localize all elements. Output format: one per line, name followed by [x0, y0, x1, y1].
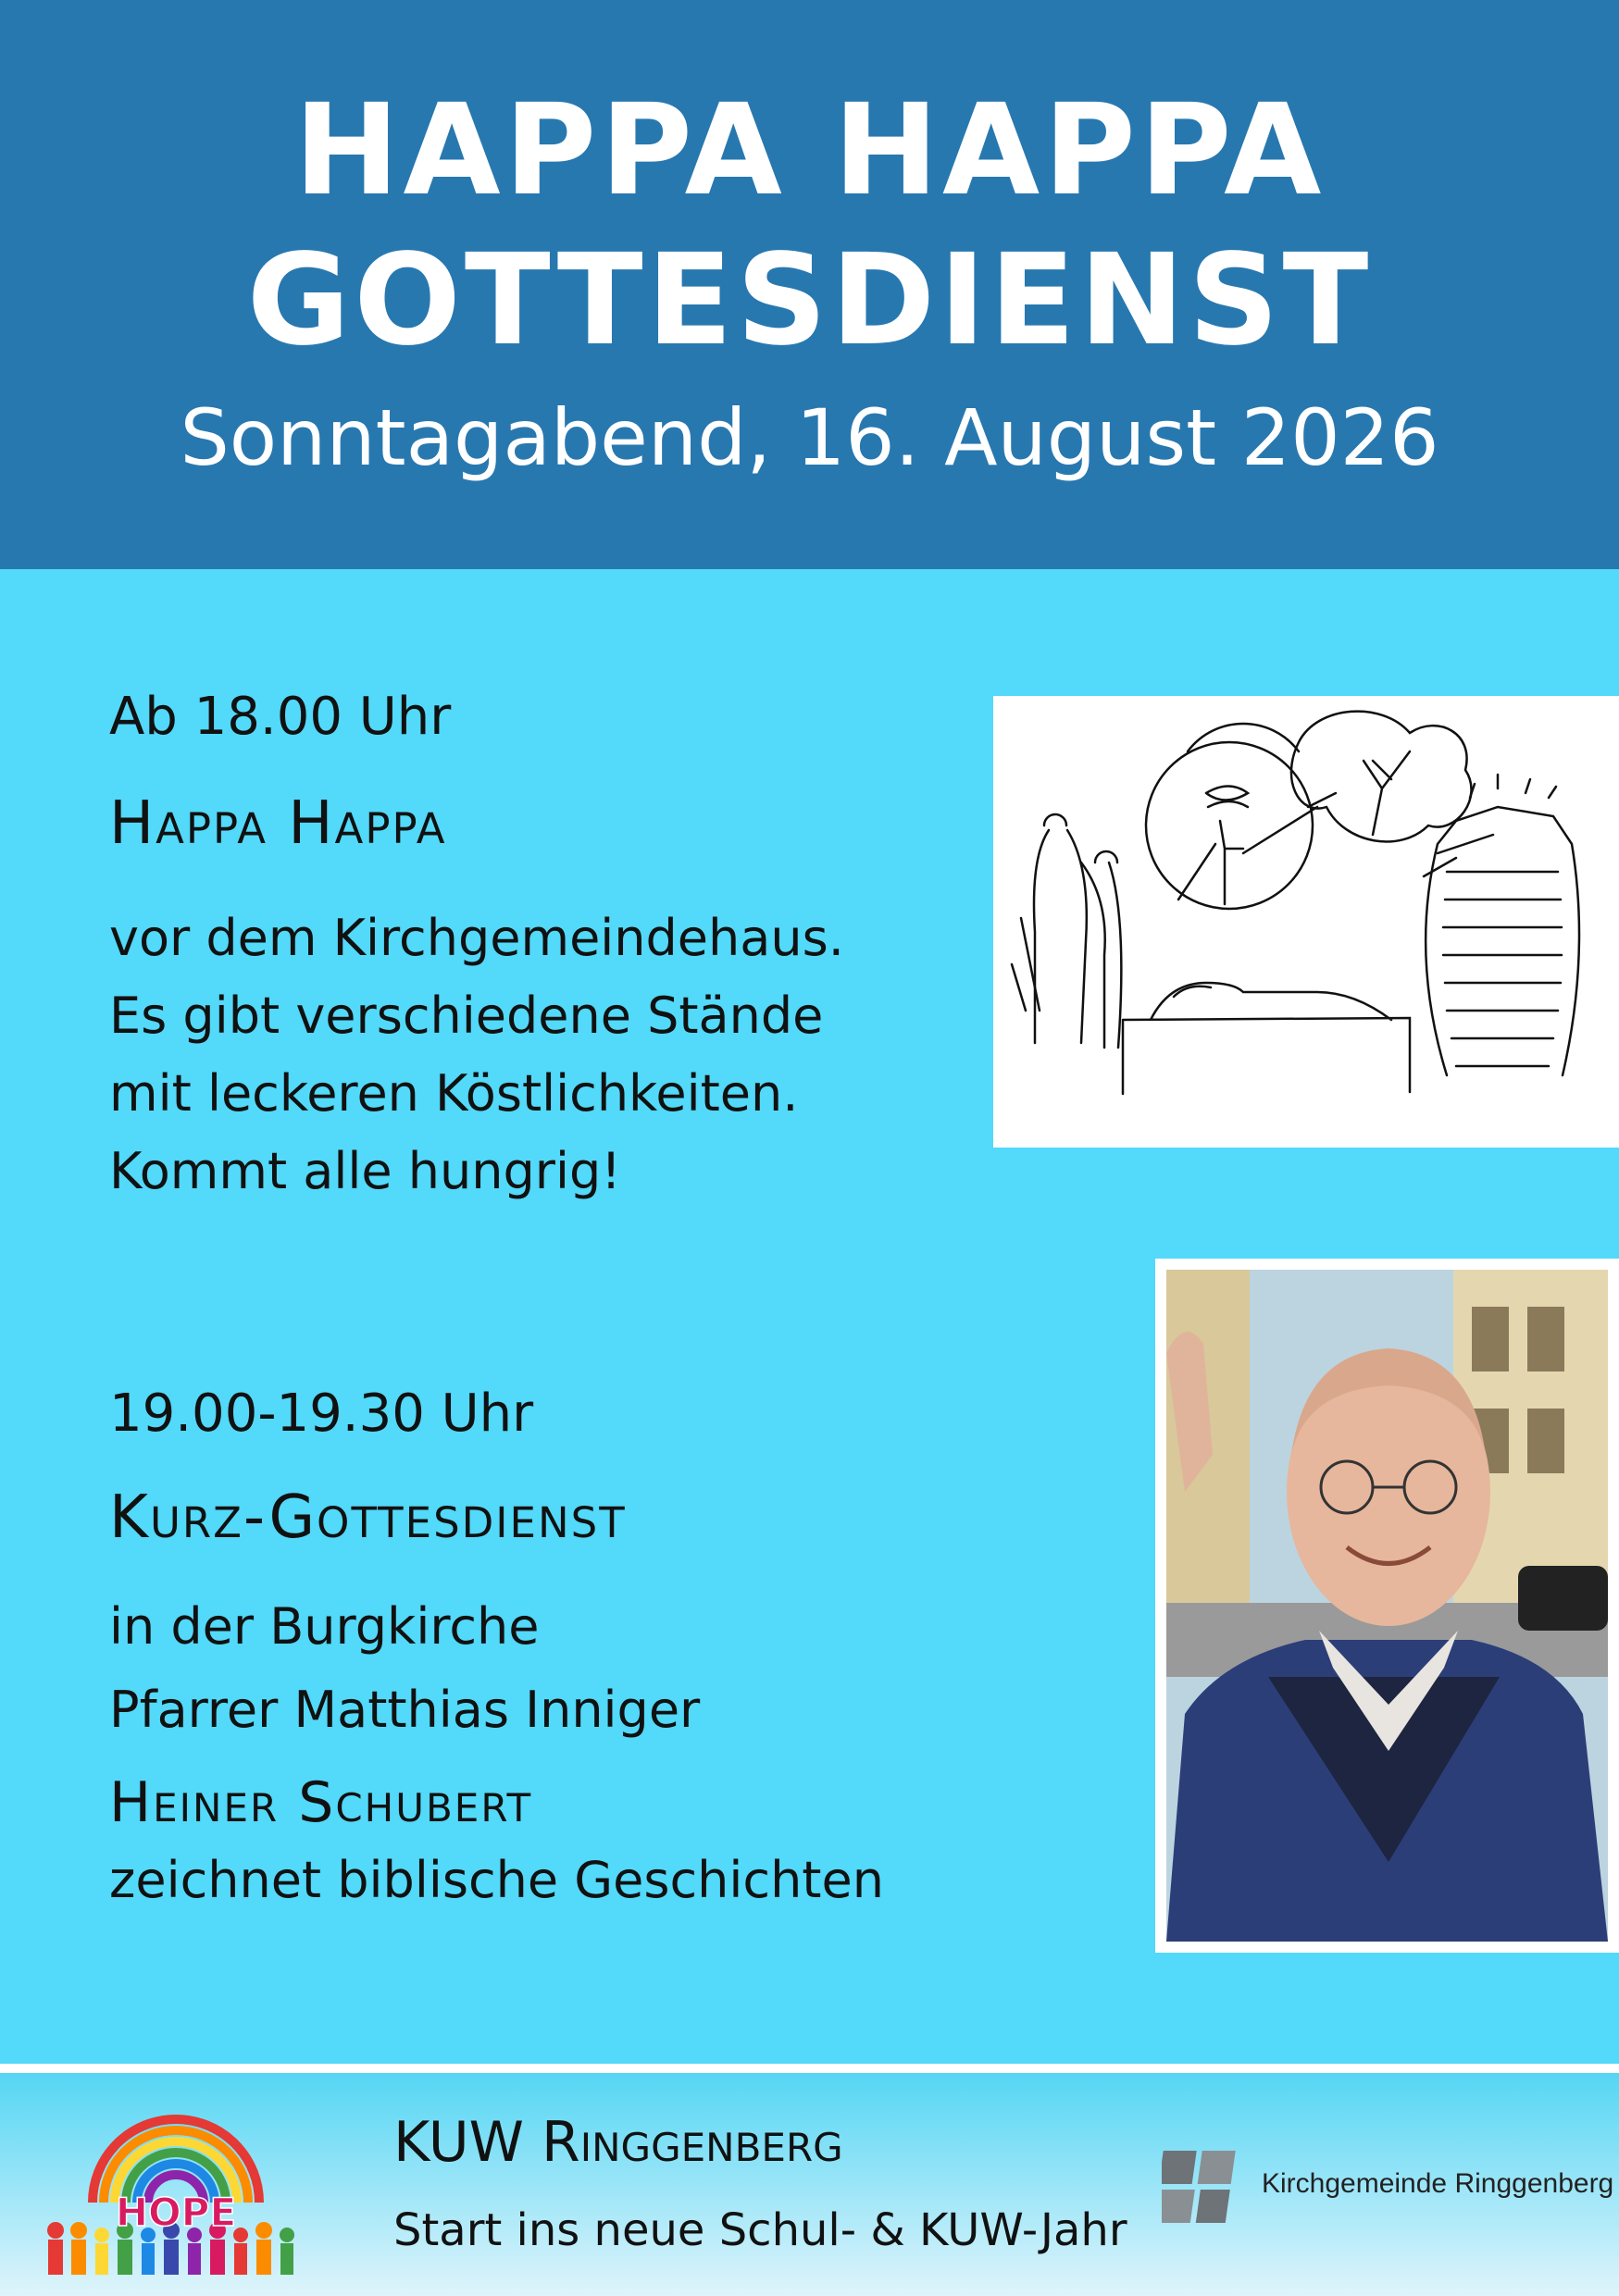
footer-subtitle: Start ins neue Schul- & KUW-Jahr [393, 2204, 1127, 2256]
svg-text:HOPE: HOPE [115, 2190, 237, 2235]
section2-artist-name: Heiner Schubert [109, 1770, 533, 1835]
biblical-sketch-drawing [993, 696, 1619, 1148]
title-line-1: HAPPA HAPPA [293, 78, 1326, 224]
section1-line-3: mit leckeren Köstlichkeiten. [109, 1064, 799, 1123]
event-date: Sonntagabend, 16. August 2026 [180, 392, 1439, 483]
section2-pastor: Pfarrer Matthias Inniger [109, 1681, 701, 1739]
footer-title: KUW Ringgenberg [393, 2110, 843, 2175]
title-line-2: GOTTESDIENST [246, 228, 1373, 374]
church-name: Kirchgemeinde Ringgenberg [1262, 2168, 1614, 2199]
section2-location: in der Burgkirche [109, 1597, 540, 1656]
section1-line-1: vor dem Kirchgemeindehaus. [109, 909, 844, 967]
hope-logo [37, 2101, 315, 2277]
header-banner [0, 0, 1619, 569]
footer-divider [0, 2064, 1619, 2073]
church-logo-icon [1162, 2149, 1238, 2225]
portrait-photo [1155, 1259, 1619, 1953]
section1-heading: Happa Happa [109, 789, 447, 858]
section2-time: 19.00-19.30 Uhr [109, 1384, 534, 1444]
section1-time: Ab 18.00 Uhr [109, 687, 452, 747]
section1-line-2: Es gibt verschiedene Stände [109, 987, 824, 1045]
section2-heading: Kurz-Gottesdienst [109, 1483, 627, 1552]
section1-line-4: Kommt alle hungrig! [109, 1142, 621, 1200]
section2-artist-description: zeichnet biblische Geschichten [109, 1851, 884, 1909]
